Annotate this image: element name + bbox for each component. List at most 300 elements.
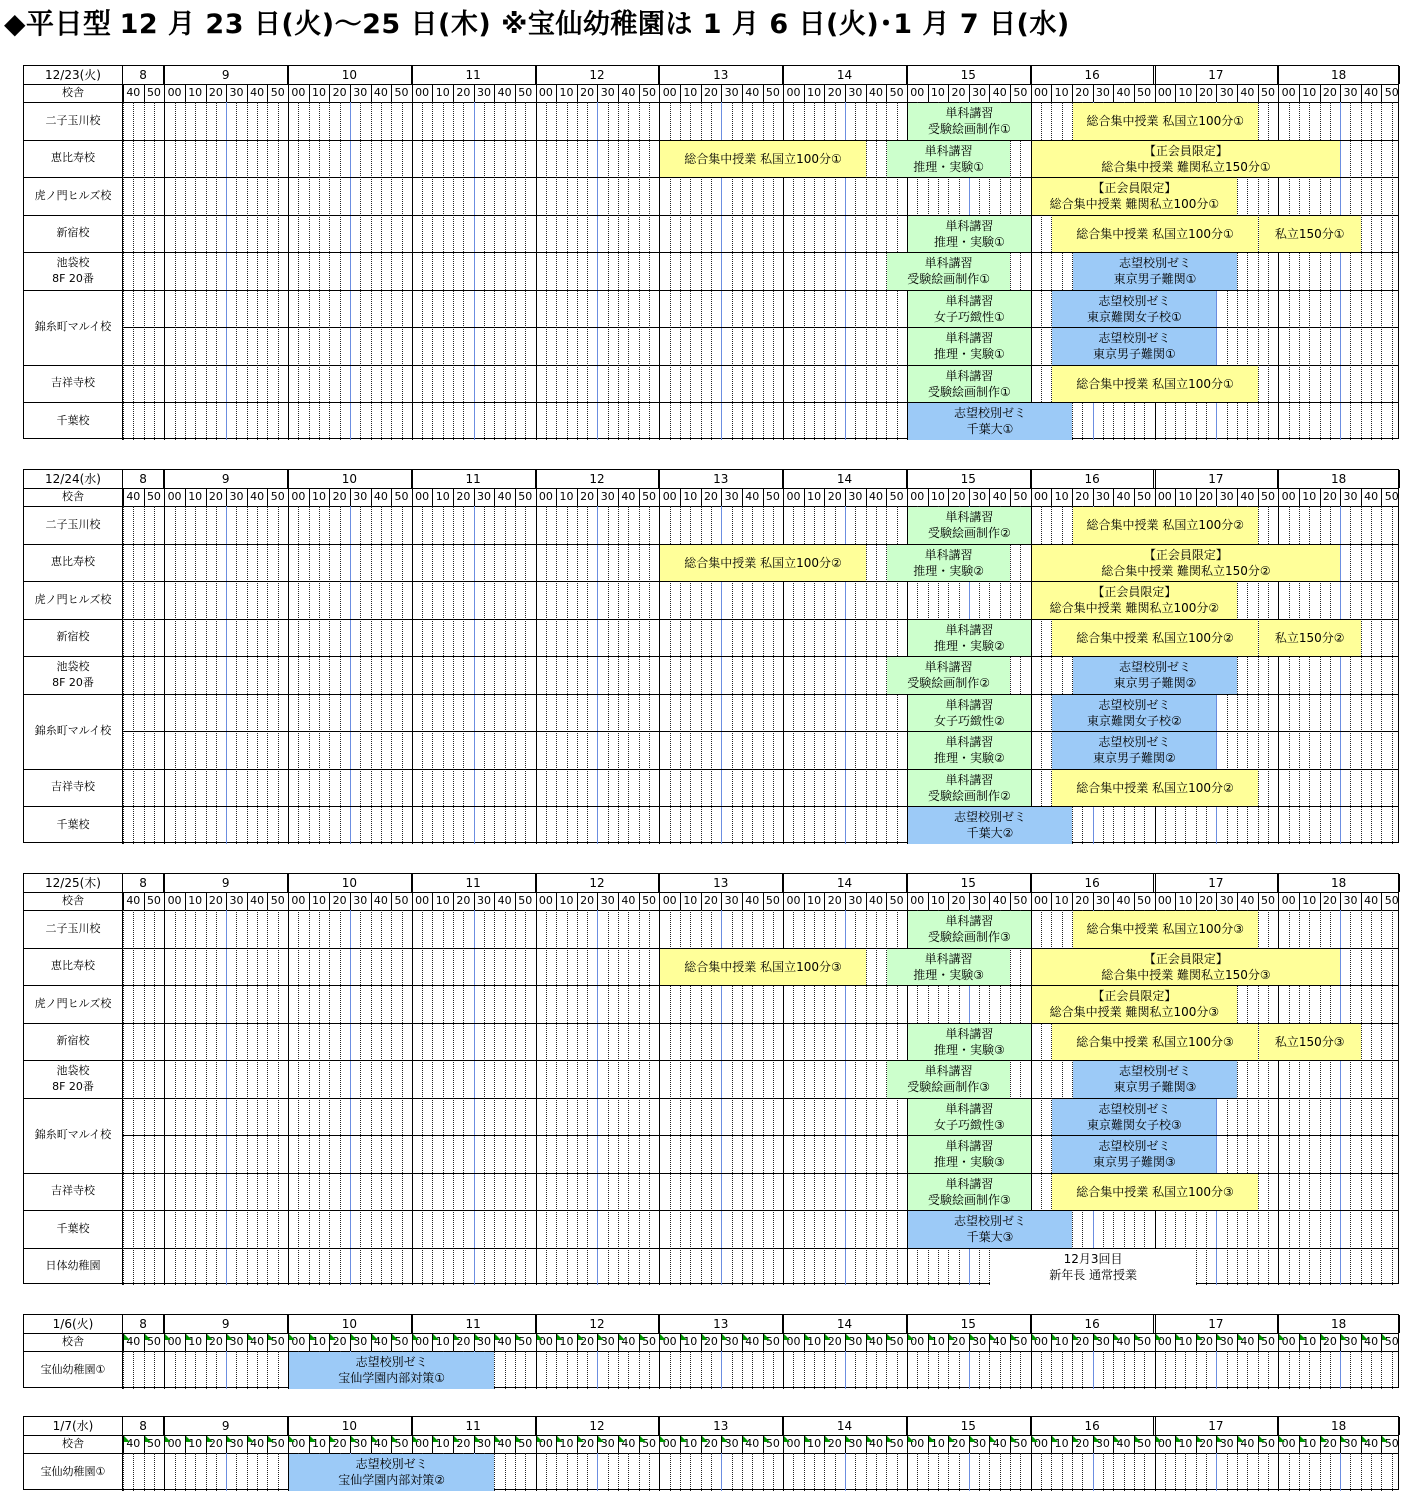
grid-line <box>1278 1351 1279 1389</box>
minute-cell: 40 <box>1364 1437 1379 1450</box>
cell-marker <box>1094 1334 1100 1340</box>
grid-line <box>1020 1453 1021 1491</box>
grid-line <box>763 488 764 506</box>
grid-line <box>618 506 619 844</box>
school-name: 千葉校 <box>56 413 90 427</box>
class-block-line: 志望校別ゼミ <box>1098 1139 1171 1154</box>
class-block-line: 単科講習 <box>945 914 994 929</box>
class-block-line: 東京難関女子校② <box>1086 713 1182 728</box>
grid-line <box>247 1453 248 1491</box>
class-block[interactable] <box>908 911 1031 948</box>
grid-line <box>350 84 351 102</box>
class-block[interactable] <box>908 103 1031 140</box>
minute-cell: 30 <box>1343 894 1358 907</box>
class-block[interactable] <box>887 657 1010 694</box>
class-block[interactable] <box>1052 291 1216 328</box>
minute-cell: 00 <box>910 490 925 503</box>
grid-line <box>536 66 537 102</box>
grid-line <box>1000 1453 1001 1491</box>
class-block[interactable] <box>660 545 865 582</box>
grid-line <box>1010 488 1011 506</box>
class-block[interactable] <box>1032 545 1340 582</box>
grid-line <box>329 488 330 506</box>
minute-cell: 20 <box>456 894 471 907</box>
grid-line <box>742 892 743 910</box>
minute-cell: 20 <box>827 1437 842 1450</box>
minute-cell: 50 <box>146 1335 161 1348</box>
minute-cell: 20 <box>332 1335 347 1348</box>
minute-cell: 30 <box>477 1437 492 1450</box>
title-diamond: ◆ <box>4 7 27 40</box>
minute-cell: 30 <box>477 894 492 907</box>
minute-cell: 30 <box>724 1335 739 1348</box>
minute-cell: 20 <box>1075 86 1090 99</box>
hour-cell: 11 <box>412 874 536 892</box>
grid-line <box>154 102 155 440</box>
minute-cell: 10 <box>1054 1335 1069 1348</box>
class-block-line: 【正会員限定】 <box>1143 951 1228 966</box>
minute-cell: 40 <box>1116 1335 1131 1348</box>
hour-cell: 9 <box>164 66 288 84</box>
grid-line <box>154 1453 155 1491</box>
minute-cell: 30 <box>848 1437 863 1450</box>
cell-marker <box>1156 1334 1162 1340</box>
class-block-line: 総合集中授業 私国立100分③ <box>1076 1184 1234 1199</box>
class-block[interactable] <box>1052 1024 1257 1061</box>
minute-cell: 20 <box>1322 894 1337 907</box>
grid-line <box>216 1351 217 1389</box>
cell-marker <box>764 1334 770 1340</box>
class-block[interactable] <box>908 1024 1031 1061</box>
grid-line <box>556 1453 557 1491</box>
class-block[interactable] <box>908 620 1031 657</box>
class-block[interactable] <box>1052 366 1257 403</box>
hour-cell: 13 <box>659 1417 783 1435</box>
class-block[interactable] <box>887 253 1010 290</box>
grid-line <box>195 1453 196 1491</box>
grid-line <box>453 506 454 844</box>
cell-marker <box>433 1334 439 1340</box>
hour-cell: 13 <box>659 470 783 488</box>
class-block[interactable] <box>1259 216 1361 253</box>
grid-line <box>422 102 423 440</box>
minute-cell: 20 <box>951 894 966 907</box>
cell-marker <box>1341 1436 1347 1442</box>
cell-marker <box>825 1334 831 1340</box>
minute-cell: 50 <box>889 1335 904 1348</box>
grid-line <box>659 874 660 910</box>
class-block[interactable] <box>990 1249 1195 1286</box>
minute-cell: 40 <box>1240 86 1255 99</box>
class-block-line: 総合集中授業 私国立100分③ <box>1086 922 1245 937</box>
class-block-line: 志望校別ゼミ <box>953 406 1026 421</box>
grid-line <box>236 1351 237 1389</box>
class-block[interactable] <box>1032 141 1340 178</box>
grid-line <box>752 1351 753 1389</box>
grid-line <box>1216 1351 1217 1389</box>
class-block[interactable] <box>1032 986 1237 1023</box>
grid-line <box>659 1417 660 1453</box>
minute-cell: 50 <box>642 1437 657 1450</box>
grid-line <box>1031 1453 1032 1491</box>
grid-line <box>866 506 867 844</box>
class-block[interactable] <box>1032 582 1237 619</box>
minute-cell: 30 <box>1219 1335 1234 1348</box>
minute-cell: 30 <box>1219 894 1234 907</box>
cell-marker <box>1011 1334 1017 1340</box>
class-block[interactable] <box>660 949 865 986</box>
grid-line <box>721 1351 722 1389</box>
hour-cell: 15 <box>907 66 1031 84</box>
grid-line <box>474 892 475 910</box>
grid-line <box>938 1453 939 1491</box>
minute-cell: 20 <box>827 1335 842 1348</box>
minute-cell: 30 <box>1219 86 1234 99</box>
cell-marker <box>784 1334 790 1340</box>
grid-line <box>298 506 299 844</box>
grid-line <box>556 84 557 102</box>
grid-line <box>1134 1453 1135 1491</box>
grid-line <box>267 102 268 440</box>
grid-line <box>1340 506 1341 844</box>
hour-cell: 11 <box>412 1417 536 1435</box>
grid-line <box>1299 488 1300 506</box>
grid-line <box>783 874 784 910</box>
grid-line <box>1206 1453 1207 1491</box>
minute-cell: 30 <box>1095 1437 1110 1450</box>
grid-line <box>876 102 877 440</box>
grid-line <box>515 892 516 910</box>
class-block[interactable] <box>1052 1136 1216 1173</box>
class-block-line: 女子巧緻性② <box>933 713 1005 728</box>
grid-line <box>845 1453 846 1491</box>
class-block[interactable] <box>1052 216 1257 253</box>
schedule-table <box>23 65 1399 439</box>
grid-line <box>804 488 805 506</box>
grid-line <box>1258 84 1259 102</box>
class-block-line: 志望校別ゼミ <box>953 1214 1026 1229</box>
grid-line <box>845 892 846 910</box>
school-row-label <box>24 290 123 365</box>
class-block-line: 単科講習 <box>945 1101 994 1116</box>
school-name: 吉祥寺校 <box>51 376 95 390</box>
class-block[interactable] <box>908 366 1031 403</box>
class-block[interactable] <box>908 732 1031 769</box>
minute-cell: 30 <box>848 86 863 99</box>
cell-marker <box>268 1334 274 1340</box>
class-block[interactable] <box>908 807 1072 844</box>
class-block-line: 志望校別ゼミ <box>355 1355 428 1370</box>
grid-line <box>742 488 743 506</box>
class-block[interactable] <box>887 545 1010 582</box>
grid-line <box>649 1351 650 1389</box>
class-block[interactable] <box>887 949 1010 986</box>
minute-cell: 30 <box>600 490 615 503</box>
class-block[interactable] <box>908 507 1031 544</box>
cell-marker <box>598 1334 604 1340</box>
class-block[interactable] <box>1073 1061 1237 1098</box>
class-block[interactable] <box>289 1454 494 1491</box>
class-block-line: 単科講習 <box>945 1176 994 1191</box>
class-block[interactable] <box>289 1352 494 1389</box>
cell-marker <box>1156 1436 1162 1442</box>
school-name: 虎ノ門ヒルズ校 <box>34 996 112 1010</box>
class-block[interactable] <box>908 1174 1031 1211</box>
grid-line <box>897 1351 898 1389</box>
grid-line <box>1381 102 1382 440</box>
class-block-line: 総合集中授業 私国立100分③ <box>684 959 842 974</box>
grid-line <box>360 506 361 844</box>
grid-line <box>979 1351 980 1389</box>
grid-line <box>463 506 464 844</box>
minute-cell: 50 <box>1384 1437 1399 1450</box>
cell-marker <box>413 1334 419 1340</box>
grid-line <box>1010 1453 1011 1491</box>
grid-line <box>236 1453 237 1491</box>
grid-line <box>133 506 134 844</box>
minute-cell: 50 <box>1260 1335 1275 1348</box>
grid-line <box>319 506 320 844</box>
grid-line <box>1093 1351 1094 1389</box>
cell-marker <box>578 1334 584 1340</box>
minute-cell: 00 <box>662 1437 677 1450</box>
class-block-line: 総合集中授業 私国立100分② <box>1076 630 1234 645</box>
grid-line <box>546 102 547 440</box>
minute-cell: 40 <box>1364 86 1379 99</box>
cell-marker <box>1382 1436 1388 1442</box>
minute-cell: 40 <box>745 1335 760 1348</box>
grid-line <box>1051 1351 1052 1389</box>
class-block[interactable] <box>1052 695 1216 732</box>
minute-cell: 20 <box>580 1335 595 1348</box>
grid-line <box>1093 488 1094 506</box>
grid-line <box>587 506 588 844</box>
grid-line <box>546 1351 547 1389</box>
class-block[interactable] <box>908 1136 1031 1173</box>
grid-line <box>597 892 598 910</box>
grid-line <box>649 506 650 844</box>
minute-cell: 50 <box>1260 86 1275 99</box>
grid-line <box>1113 488 1114 506</box>
minute-cell: 20 <box>456 490 471 503</box>
grid-line <box>1340 102 1341 440</box>
grid-line <box>505 1453 506 1491</box>
minute-cell: 00 <box>291 1437 306 1450</box>
grid-line <box>154 1351 155 1389</box>
grid-line <box>855 1453 856 1491</box>
grid-line <box>164 1315 165 1351</box>
class-block[interactable] <box>1052 620 1257 657</box>
grid-line <box>1103 1351 1104 1389</box>
hour-cell: 16 <box>1031 66 1155 84</box>
grid-line <box>536 1417 537 1453</box>
minute-cell: 30 <box>1219 490 1234 503</box>
school-row-label <box>24 1023 123 1061</box>
grid-line <box>948 488 949 506</box>
grid-line <box>515 506 516 844</box>
grid-line <box>1031 66 1032 102</box>
class-block[interactable] <box>1052 770 1257 807</box>
grid-line <box>1072 1351 1073 1389</box>
grid-line <box>1175 1453 1176 1491</box>
minute-cell: 20 <box>1322 1437 1337 1450</box>
minute-cell: 50 <box>1384 1335 1399 1348</box>
cell-marker <box>1197 1334 1203 1340</box>
school-header-cell: 校舎 <box>24 892 123 910</box>
minute-cell: 00 <box>910 86 925 99</box>
grid-line <box>247 506 248 844</box>
class-block[interactable] <box>1073 657 1237 694</box>
grid-line <box>835 1351 836 1389</box>
minute-cell: 10 <box>1178 86 1193 99</box>
minute-cell: 30 <box>477 1335 492 1348</box>
minute-cell: 10 <box>1302 86 1317 99</box>
minute-cell: 30 <box>353 1335 368 1348</box>
minute-cell: 30 <box>1219 1437 1234 1450</box>
cell-marker <box>1362 1436 1368 1442</box>
minute-cell: 50 <box>889 1437 904 1450</box>
grid-line <box>804 1453 805 1491</box>
grid-line <box>804 892 805 910</box>
minute-cell: 40 <box>1240 894 1255 907</box>
class-block[interactable] <box>908 695 1031 732</box>
minute-cell: 00 <box>415 1437 430 1450</box>
minute-cell: 50 <box>889 86 904 99</box>
cell-marker <box>578 1436 584 1442</box>
hour-cell: 9 <box>164 874 288 892</box>
grid-line <box>1268 1453 1269 1491</box>
class-block[interactable] <box>1073 911 1258 948</box>
class-block-line: 千葉大③ <box>966 1230 1014 1245</box>
grid-line <box>763 1351 764 1389</box>
minute-cell: 10 <box>435 1335 450 1348</box>
grid-line <box>556 488 557 506</box>
minute-cell: 40 <box>992 490 1007 503</box>
grid-line <box>1031 1351 1032 1389</box>
class-block[interactable] <box>908 216 1031 253</box>
minute-cell: 30 <box>724 894 739 907</box>
class-block-line: 新年長 通常授業 <box>1049 1267 1138 1282</box>
class-block[interactable] <box>908 403 1072 440</box>
cell-marker <box>1073 1436 1079 1442</box>
class-block[interactable] <box>908 770 1031 807</box>
class-block[interactable] <box>1032 949 1340 986</box>
class-block[interactable] <box>1052 732 1216 769</box>
grid-line <box>144 892 145 910</box>
class-block[interactable] <box>887 1061 1010 1098</box>
class-block[interactable] <box>1073 103 1258 140</box>
cell-marker <box>330 1436 336 1442</box>
minute-cell: 40 <box>621 86 636 99</box>
grid-line <box>257 1351 258 1389</box>
grid-line <box>1278 66 1279 102</box>
grid-line <box>907 874 908 910</box>
grid-line <box>1340 1453 1341 1491</box>
school-name: 8F 20番 <box>52 1079 94 1093</box>
class-block[interactable] <box>1052 1099 1216 1136</box>
class-block-line: 総合集中授業 私国立100分① <box>684 151 842 166</box>
hour-cell: 12 <box>536 66 660 84</box>
grid-line <box>1320 892 1321 910</box>
minute-cell: 10 <box>1178 490 1193 503</box>
class-block[interactable] <box>1073 507 1258 544</box>
minute-cell: 20 <box>456 1437 471 1450</box>
class-block[interactable] <box>1032 178 1237 215</box>
minute-cell: 30 <box>972 894 987 907</box>
class-block[interactable] <box>1073 253 1237 290</box>
minute-cell: 40 <box>868 894 883 907</box>
class-block[interactable] <box>887 141 1010 178</box>
grid-line <box>876 1351 877 1389</box>
minute-cell: 30 <box>1343 490 1358 503</box>
minute-cell: 40 <box>992 894 1007 907</box>
grid-line <box>639 506 640 844</box>
class-block[interactable] <box>908 1099 1031 1136</box>
minute-cell: 40 <box>250 490 265 503</box>
grid-line <box>1361 1453 1362 1491</box>
grid-line <box>1340 892 1341 910</box>
grid-line <box>1309 1351 1310 1389</box>
class-block[interactable] <box>660 141 865 178</box>
grid-line <box>824 84 825 102</box>
minute-cell: 20 <box>703 1437 718 1450</box>
minute-cell: 40 <box>621 1437 636 1450</box>
minute-cell: 20 <box>1075 1335 1090 1348</box>
hour-cell: 17 <box>1155 1315 1279 1333</box>
date-cell: 1/6(火) <box>24 1315 123 1333</box>
cell-marker <box>1279 1334 1285 1340</box>
school-row-label <box>24 806 123 844</box>
school-row-label <box>24 140 123 178</box>
class-block[interactable] <box>1052 328 1216 365</box>
cell-marker <box>970 1436 976 1442</box>
grid-line <box>1020 1351 1021 1389</box>
class-block[interactable] <box>908 328 1031 365</box>
class-block-line: 単科講習 <box>945 368 994 383</box>
grid-line <box>1082 1453 1083 1491</box>
class-block-line: 志望校別ゼミ <box>1118 660 1191 675</box>
grid-line <box>1258 892 1259 910</box>
class-block-line: 受験絵画制作② <box>927 526 1011 541</box>
cell-marker <box>124 1436 130 1442</box>
class-block-line: 受験絵画制作① <box>927 122 1011 137</box>
minute-cell: 10 <box>683 490 698 503</box>
school-header-cell: 校舎 <box>24 1435 123 1453</box>
school-row-label <box>24 985 123 1023</box>
minute-cell: 10 <box>930 86 945 99</box>
class-block[interactable] <box>1052 1174 1257 1211</box>
school-header-cell: 校舎 <box>24 84 123 102</box>
minute-cell: 10 <box>683 86 698 99</box>
class-block[interactable] <box>1259 1024 1361 1061</box>
class-block[interactable] <box>1259 620 1361 657</box>
grid-line <box>1010 84 1011 102</box>
grid-line <box>948 1351 949 1389</box>
grid-line <box>680 84 681 102</box>
class-block[interactable] <box>908 291 1031 328</box>
grid-line <box>1289 1351 1290 1389</box>
cell-marker <box>1238 1436 1244 1442</box>
minute-cell: 50 <box>146 86 161 99</box>
grid-line <box>1041 1453 1042 1491</box>
class-block[interactable] <box>908 1211 1072 1248</box>
minute-cell: 00 <box>1157 86 1172 99</box>
minute-cell: 00 <box>415 490 430 503</box>
minute-cell: 30 <box>1343 1437 1358 1450</box>
school-name: 二子玉川校 <box>45 113 101 127</box>
school-name: 二子玉川校 <box>45 517 101 531</box>
grid-line <box>628 1351 629 1389</box>
